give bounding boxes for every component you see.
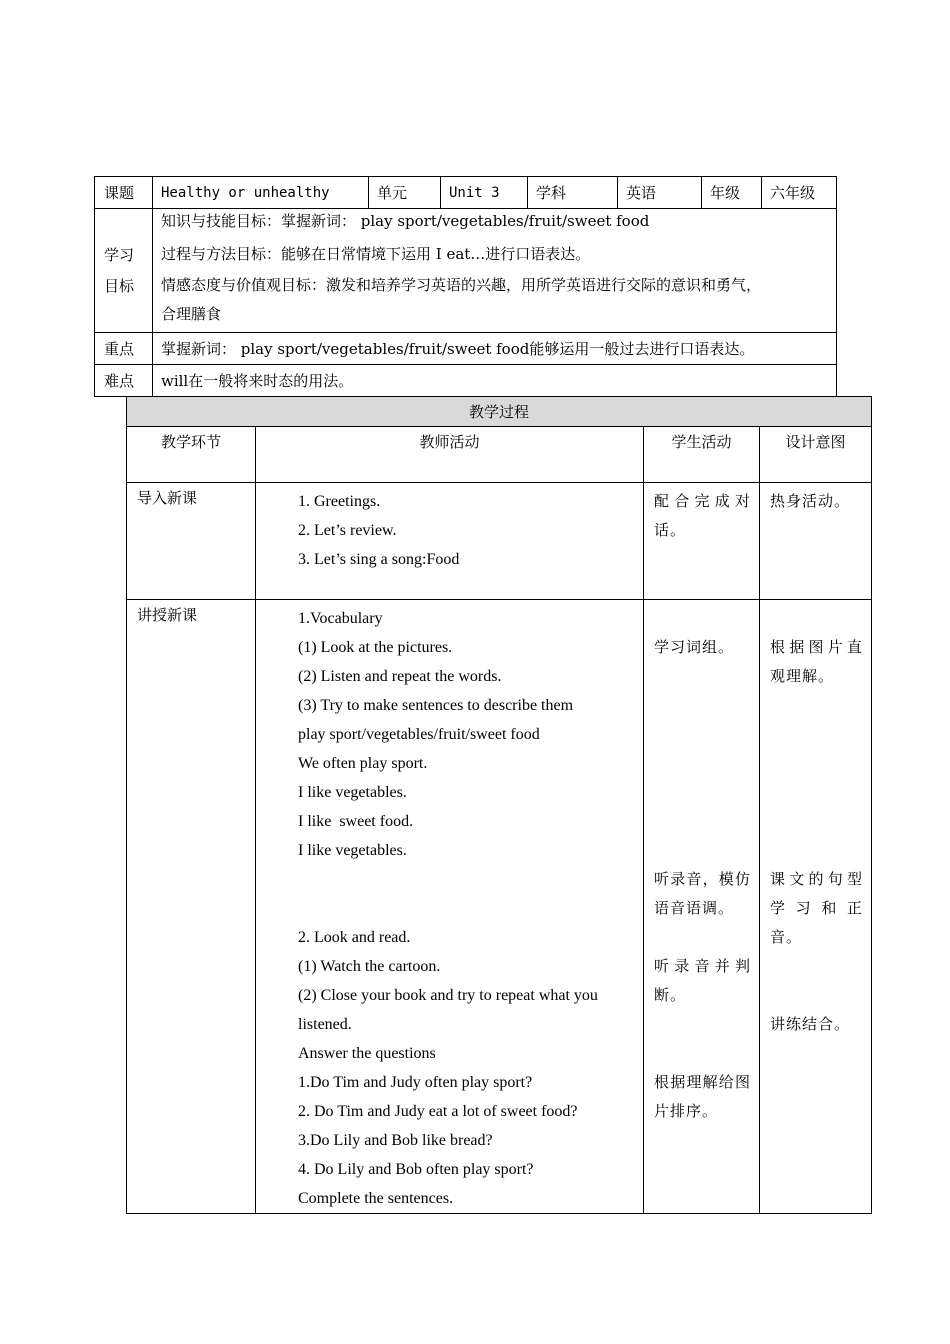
lesson-info-table bbox=[94, 176, 837, 397]
course-value: Healthy or unhealthy bbox=[153, 177, 369, 209]
teacher-line: (1) Look at the pictures. bbox=[298, 639, 453, 656]
teacher-line: 1.Vocabulary bbox=[298, 610, 383, 627]
teacher-new bbox=[256, 600, 644, 1214]
teacher-line: (1) Watch the cartoon. bbox=[298, 958, 441, 975]
student-text: 配合完成对话。 bbox=[654, 492, 751, 539]
teacher-line: listened. bbox=[298, 1016, 352, 1033]
student-text: 听录音，模仿语音语调。 bbox=[654, 870, 751, 917]
stage-intro: 导入新课 bbox=[127, 483, 256, 600]
process-title: 教学过程 bbox=[127, 397, 872, 427]
header-stage: 教学环节 bbox=[127, 427, 256, 483]
teacher-line: 2. Let’s review. bbox=[298, 522, 397, 539]
teacher-line: 1. Greetings. bbox=[298, 493, 381, 510]
student-text: 学习词组。 bbox=[654, 638, 735, 656]
design-intro bbox=[760, 483, 872, 600]
teacher-line: 3. Let’s sing a song:Food bbox=[298, 551, 460, 568]
student-text: 听录音并判断。 bbox=[654, 957, 751, 1004]
teacher-line: Answer the questions bbox=[298, 1045, 436, 1062]
difficult-value: will在一般将来时态的用法。 bbox=[153, 365, 837, 397]
teacher-line: I like vegetables. bbox=[298, 842, 407, 859]
teacher-line: (2) Close your book and try to repeat what you bbox=[298, 987, 598, 1004]
goal-knowledge: 知识与技能目标：掌握新词： play sport/vegetables/fruit/sweet food bbox=[161, 212, 650, 230]
goal-attitude-cont: 合理膳食 bbox=[161, 305, 222, 323]
header-teacher: 教师活动 bbox=[256, 427, 644, 483]
goals-content bbox=[153, 209, 837, 333]
teacher-line: (2) Listen and repeat the words. bbox=[298, 668, 502, 685]
teacher-line: Complete the sentences. bbox=[298, 1190, 454, 1207]
unit-label: 单元 bbox=[369, 177, 441, 209]
teacher-line: play sport/vegetables/fruit/sweet food bbox=[298, 726, 540, 743]
design-text: 讲练结合。 bbox=[770, 1015, 851, 1033]
goals-label bbox=[95, 209, 153, 333]
student-text: 根据理解给图片排序。 bbox=[654, 1073, 751, 1120]
teacher-line: 2. Do Tim and Judy eat a lot of sweet food? bbox=[298, 1103, 578, 1120]
course-label: 课题 bbox=[95, 177, 153, 209]
student-new bbox=[644, 600, 760, 1214]
student-intro bbox=[644, 483, 760, 600]
key-label: 重点 bbox=[95, 333, 153, 365]
header-design: 设计意图 bbox=[760, 427, 872, 483]
design-text: 根据图片直观理解。 bbox=[770, 638, 864, 685]
teacher-line: 3.Do Lily and Bob like bread? bbox=[298, 1132, 493, 1149]
teacher-line: We often play sport. bbox=[298, 755, 428, 772]
key-value: 掌握新词： play sport/vegetables/fruit/sweet food能够运用一般过去进行口语表达。 bbox=[153, 333, 837, 365]
design-new bbox=[760, 600, 872, 1214]
grade-label: 年级 bbox=[702, 177, 762, 209]
goal-process: 过程与方法目标：能够在日常情境下运用 I eat…进行口语表达。 bbox=[161, 245, 591, 263]
teacher-line: 4. Do Lily and Bob often play sport? bbox=[298, 1161, 534, 1178]
difficult-label: 难点 bbox=[95, 365, 153, 397]
teacher-line: (3) Try to make sentences to describe them bbox=[298, 697, 574, 714]
goals-label-line-1: 学习 bbox=[104, 245, 135, 264]
teacher-line: 1.Do Tim and Judy often play sport? bbox=[298, 1074, 533, 1091]
design-text: 热身活动。 bbox=[770, 492, 851, 510]
teacher-line: I like sweet food. bbox=[298, 813, 414, 830]
subject-value: 英语 bbox=[618, 177, 702, 209]
teaching-process-table bbox=[126, 396, 872, 1214]
goals-label-line-2: 目标 bbox=[104, 276, 135, 295]
grade-value: 六年级 bbox=[762, 177, 837, 209]
subject-label: 学科 bbox=[528, 177, 618, 209]
goal-attitude: 情感态度与价值观目标：激发和培养学习英语的兴趣，用所学英语进行交际的意识和勇气， bbox=[161, 276, 762, 294]
teacher-intro bbox=[256, 483, 644, 600]
teacher-line: 2. Look and read. bbox=[298, 929, 411, 946]
unit-value: Unit 3 bbox=[441, 177, 528, 209]
teacher-line: I like vegetables. bbox=[298, 784, 407, 801]
stage-new: 讲授新课 bbox=[127, 600, 256, 1214]
design-text: 课文的句型学习和正音。 bbox=[770, 870, 864, 946]
header-student: 学生活动 bbox=[644, 427, 760, 483]
